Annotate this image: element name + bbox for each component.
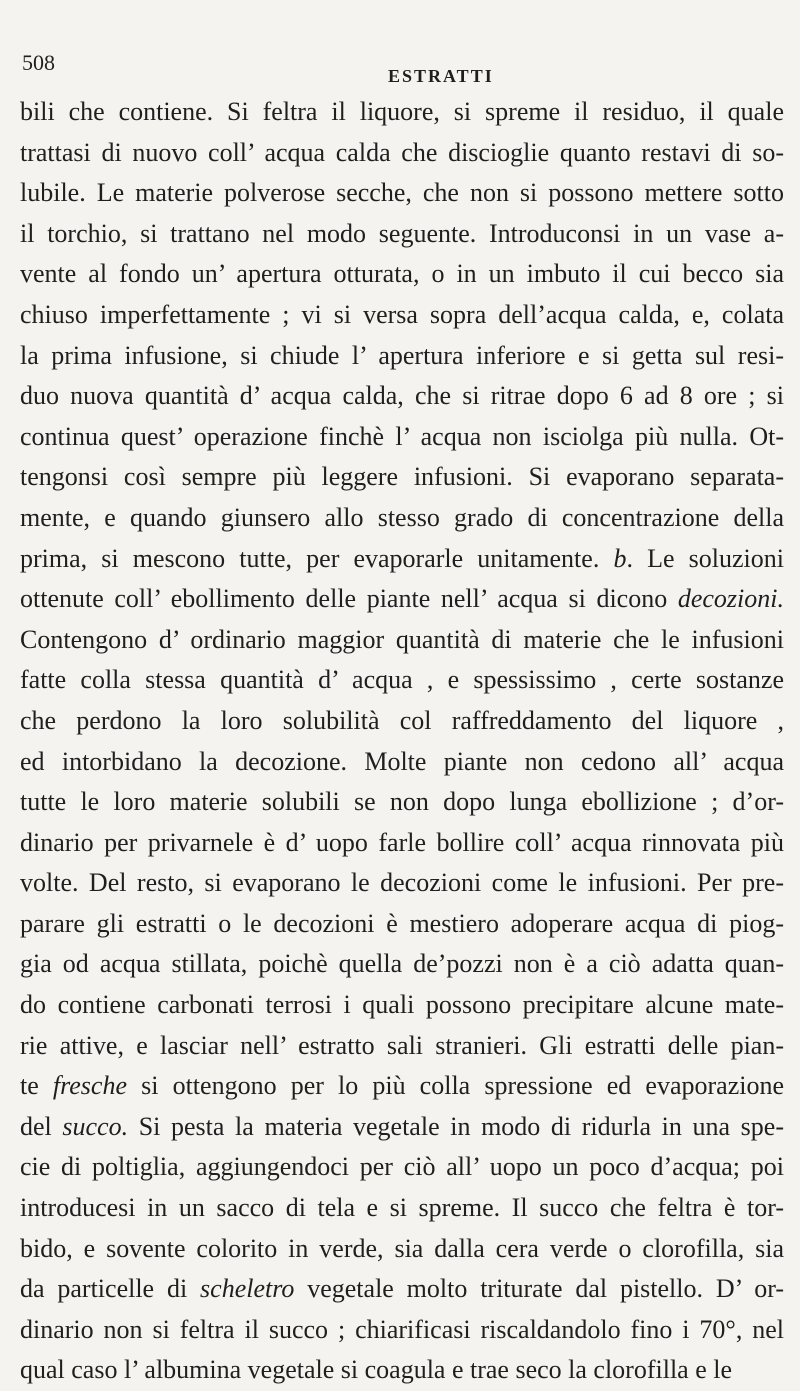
text-line <box>20 417 784 458</box>
text-line <box>20 742 784 783</box>
text-segment: cie di poltiglia, aggiungendoci per ciò all’ uopo un poco d’acqua; poi <box>20 1152 784 1182</box>
text-line <box>20 1026 784 1067</box>
text-segment: parare gli estratti o le decozioni è mestiero adoperare acqua di piog- <box>20 908 784 938</box>
text-line <box>20 457 784 498</box>
text-line <box>20 173 784 214</box>
text-line <box>20 1229 784 1270</box>
text-segment: duo nuova quantità d’ acqua calda, che si ritrae dopo 6 ad 8 ore ; si <box>20 381 784 411</box>
text-segment: rie attive, e lasciar nell’ estratto sali stranieri. Gli estratti delle pian- <box>20 1030 784 1060</box>
text-line <box>20 782 784 823</box>
text-line <box>20 1066 784 1107</box>
text-line <box>20 1107 784 1148</box>
text-segment: tutte le loro materie solubili se non dopo lunga ebollizione ; d’or- <box>20 787 784 817</box>
text-line <box>20 92 784 133</box>
text-segment: continua quest’ operazione finchè l’ acqua non isciolga più nulla. Ot- <box>20 421 784 451</box>
text-segment: il torchio, si trattano nel modo seguente. Introduconsi in un vase a- <box>20 218 784 248</box>
text-segment: . Le soluzioni <box>626 543 784 573</box>
text-line <box>20 1188 784 1229</box>
text-segment: qual caso l’ albumina vegetale si coagula e trae seco la clorofilla e le <box>20 1355 733 1385</box>
text-line <box>20 1269 784 1310</box>
text-segment: vente al fondo un’ apertura otturata, o in un imbuto il cui becco sia <box>20 259 784 289</box>
text-segment: ed intorbidano la decozione. Molte piante non cedono all’ acqua <box>20 746 784 776</box>
text-line <box>20 823 784 864</box>
text-segment: gia od acqua stillata, poichè quella de’pozzi non è a ciò adatta quan- <box>20 949 784 979</box>
text-line <box>20 336 784 377</box>
italic-text: decozioni. <box>677 584 784 614</box>
text-segment: mente, e quando giunsero allo stesso grado di concentrazione della <box>20 502 784 532</box>
text-segment: Contengono d’ ordinario maggior quantità di materie che le infusioni <box>20 624 784 654</box>
text-line <box>20 1147 784 1188</box>
text-line <box>20 295 784 336</box>
text-segment: si ottengono per lo più colla spressione ed evaporazione <box>127 1071 784 1101</box>
text-segment: volte. Del resto, si evaporano le decozioni come le infusioni. Per pre- <box>20 868 784 898</box>
text-line <box>20 620 784 661</box>
text-segment: prima, si mescono tutte, per evaporarle unitamente. <box>20 543 614 573</box>
text-line <box>20 133 784 174</box>
text-segment: bido, e sovente colorito in verde, sia dalla cera verde o clorofilla, sia <box>20 1233 784 1263</box>
text-segment: da particelle di <box>20 1274 201 1304</box>
text-segment: tengonsi così sempre più leggere infusioni. Si evaporano separata- <box>20 462 784 492</box>
text-segment: fatte colla stessa quantità d’ acqua , e spessissimo , certe sostanze <box>20 665 784 695</box>
text-line <box>20 1310 784 1351</box>
text-line <box>20 944 784 985</box>
text-line <box>20 214 784 255</box>
text-line <box>20 904 784 945</box>
text-line <box>20 498 784 539</box>
text-segment: te <box>20 1071 53 1101</box>
text-segment: che perdono la loro solubilità col raffreddamento del liquore , <box>20 705 784 735</box>
text-line <box>20 254 784 295</box>
text-line <box>20 1350 784 1391</box>
text-segment: vegetale molto triturate dal pistello. D’ or- <box>294 1274 785 1304</box>
page-number: 508 <box>22 50 55 75</box>
text-segment: trattasi di nuovo coll’ acqua calda che discioglie quanto restavi di so- <box>20 137 784 167</box>
text-segment: bili che contiene. Si feltra il liquore, si spreme il residuo, il quale <box>20 97 784 126</box>
italic-text: fresche <box>52 1071 128 1101</box>
text-segment: do contiene carbonati terrosi i quali possono precipitare alcune mate- <box>20 990 784 1020</box>
italic-text: succo. <box>62 1111 129 1141</box>
text-segment: Si pesta la materia vegetale in modo di ridurla in una spe- <box>128 1111 785 1141</box>
text-line <box>20 863 784 904</box>
text-segment: introducesi in un sacco di tela e si spreme. Il succo che feltra è tor- <box>20 1193 784 1223</box>
text-segment: dinario per privarnele è d’ uopo farle bollire coll’ acqua rinnovata più <box>20 827 784 857</box>
text-segment: lubile. Le materie polverose secche, che non si possono mettere sotto <box>20 178 784 208</box>
text-line <box>20 701 784 742</box>
text-segment: dinario non si feltra il succo ; chiarificasi riscaldandolo fino i 70°, nel <box>20 1314 784 1344</box>
text-segment: ottenute coll’ ebollimento delle piante nell’ acqua si dicono <box>20 584 678 614</box>
text-line <box>20 985 784 1026</box>
text-line <box>20 539 784 580</box>
body-text <box>20 92 784 1391</box>
italic-text: scheletro <box>200 1274 295 1304</box>
text-line <box>20 579 784 620</box>
text-segment: la prima infusione, si chiude l’ apertura inferiore e si getta sul resi- <box>20 340 784 370</box>
running-title: ESTRATTI <box>388 66 494 86</box>
text-line <box>20 660 784 701</box>
text-segment: chiuso imperfettamente ; vi si versa sopra dell’acqua calda, e, colata <box>20 299 784 329</box>
text-segment: del <box>20 1111 63 1141</box>
text-line <box>20 376 784 417</box>
italic-text: b <box>613 543 627 573</box>
